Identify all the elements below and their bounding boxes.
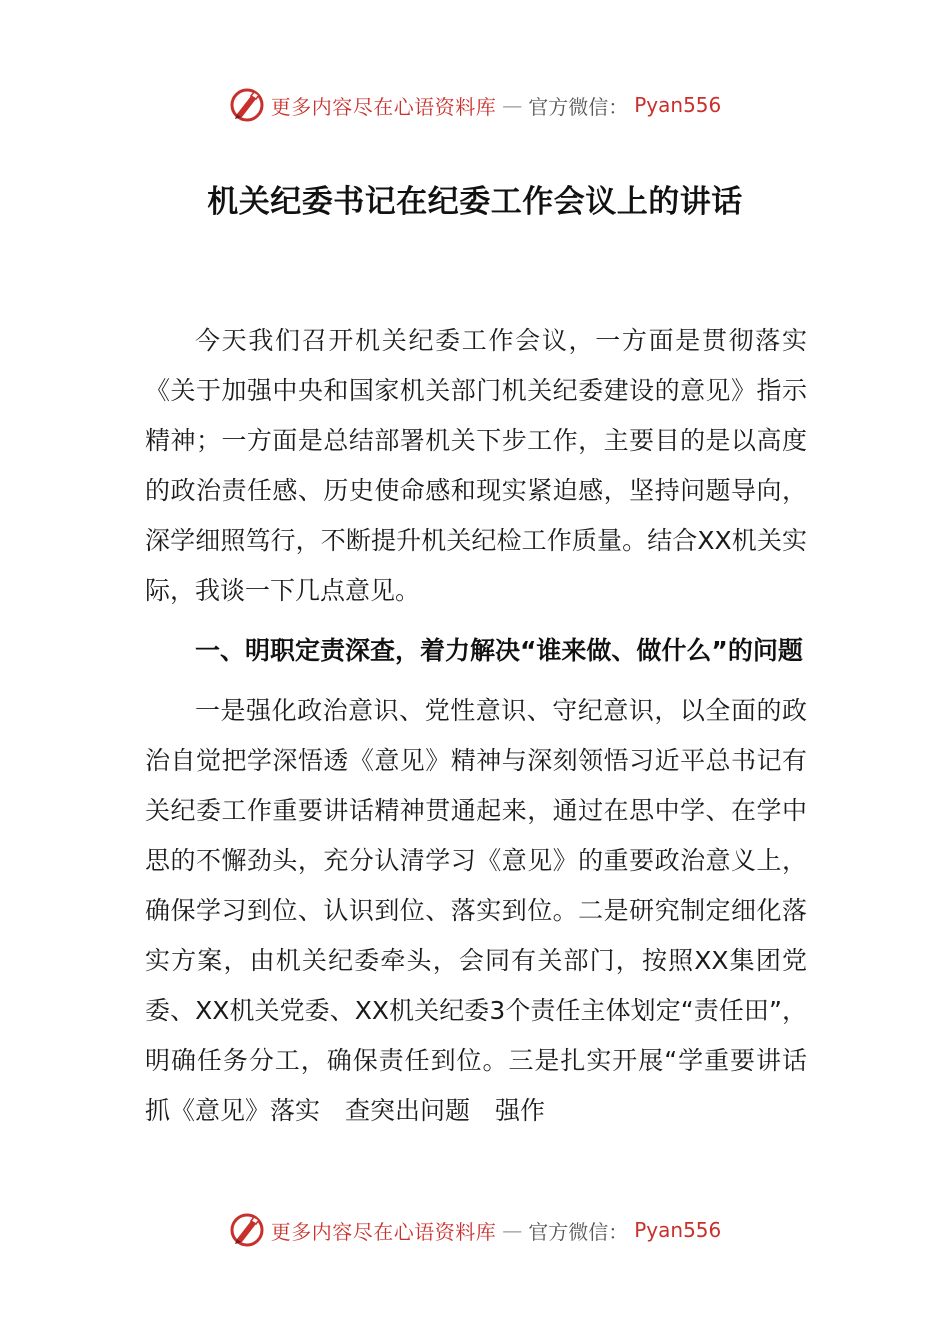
document-body xyxy=(145,316,833,1136)
section-heading-1: 一、明职定责深查，着力解决“谁来做、做什么”的问题 xyxy=(195,636,803,665)
watermark-dash: — xyxy=(502,1218,523,1242)
document-title: 机关纪委书记在纪委工作会议上的讲话 xyxy=(207,184,743,220)
pen-logo-icon xyxy=(229,1212,265,1248)
watermark-account-label: 官方微信： xyxy=(528,1219,629,1244)
watermark-account-id: Pyan556 xyxy=(634,1218,722,1242)
footer-watermark xyxy=(0,1210,950,1250)
watermark-text: 更多内容尽在心语资料库 xyxy=(270,1219,497,1244)
section-1-paragraph: 一是强化政治意识、党性意识、守纪意识，以全面的政治自觉把学深悟透《意见》精神与深刻领悟习近平总书记有关纪委工作重要讲话精神贯通起来，通过在思中学、在学中思的不懈劲头，充分认清学习《意见》的重要政治意义上，确保学习到位、认识到位、落实到位。二是研究制定细化落实方案，由机关纪委牵头，会同有关部门，按照XX集团党委、XX机关党委、XX机关纪委3个责任主体划定“责任田”，明确任务分工，确保责任到位。三是扎实开展“学重要讲话 抓《意见》落实 查突出问题 强作 xyxy=(145,696,833,1125)
intro-paragraph: 今天我们召开机关纪委工作会议，一方面是贯彻落实《关于加强中央和国家机关部门机关纪委建设的意见》指示精神；一方面是总结部署机关下步工作，主要目的是以高度的政治责任感、历史使命感和现实紧迫感，坚持问题导向，深学细照笃行，不断提升机关纪检工作质量。结合XX机关实际，我谈一下几点意见。 xyxy=(145,326,807,605)
watermark-account-id: Pyan556 xyxy=(634,93,722,117)
pen-logo-icon xyxy=(229,87,265,123)
watermark-dash: — xyxy=(502,93,523,117)
watermark-account-label: 官方微信： xyxy=(528,94,629,119)
header-watermark xyxy=(0,85,950,125)
watermark-text: 更多内容尽在心语资料库 xyxy=(270,94,497,119)
